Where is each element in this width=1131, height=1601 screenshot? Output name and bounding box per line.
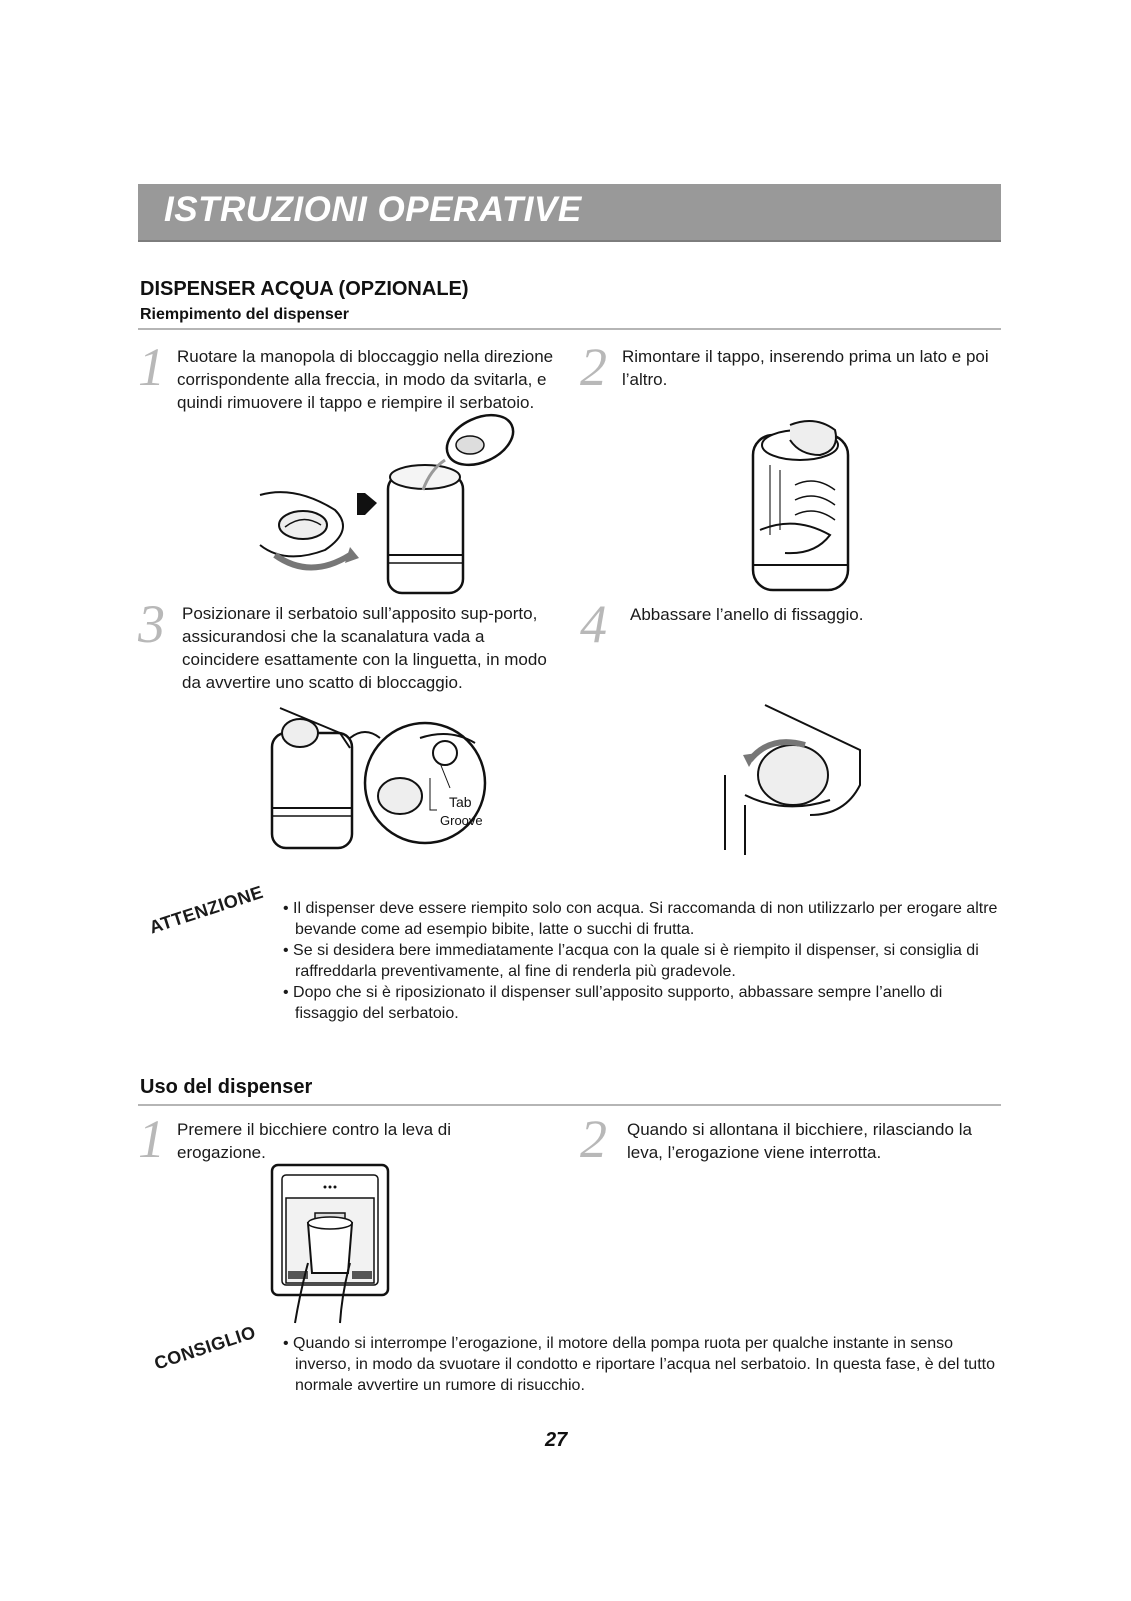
- tip-note-1: • Quando si interrompe l’erogazione, il motore della pompa ruota per qualche instante in senso inverso, in modo da svuotare il condotto e riportare l’acqua nel serbatoio. In questa fase, è del tutto normale avvertire un rumore di risucchio.: [283, 1335, 995, 1394]
- illustration-dispenser-use: [270, 1163, 395, 1328]
- attention-badge: ATTENZIONE: [146, 881, 266, 938]
- attention-note-3: • Dopo che si è riposizionato il dispenser sull’apposito supporto, abbassare sempre l’anello di fissaggio del serbatoio.: [283, 984, 943, 1022]
- attention-note-2: • Se si desidera bere immediatamente l’acqua con la quale si è riempito il dispenser, si consiglia di raffreddarla preventivamente, al fine di renderla più gradevole.: [283, 942, 979, 980]
- step-text-4: Abbassare l’anello di fissaggio.: [630, 605, 864, 624]
- uso-step-number-2: 2: [580, 1109, 607, 1169]
- header-banner: [138, 184, 1001, 242]
- tip-notes: [283, 1333, 1003, 1396]
- illustration-lower-ring: [725, 705, 865, 855]
- section-divider: [138, 328, 1001, 330]
- step-number-2: 2: [580, 337, 607, 397]
- page-title: ISTRUZIONI OPERATIVE: [164, 190, 582, 229]
- step-number-3: 3: [138, 594, 165, 654]
- section-title: DISPENSER ACQUA (OPZIONALE): [140, 278, 469, 300]
- section-divider-uso: [138, 1104, 1001, 1106]
- step-text-2: Rimontare il tappo, inserendo prima un lato e poi l’altro.: [622, 347, 989, 389]
- section-title-uso: Uso del dispenser: [140, 1076, 313, 1098]
- step-number-4: 4: [580, 594, 607, 654]
- step-text-1: Ruotare la manopola di bloccaggio nella direzione corrispondente alla freccia, in modo da svitarla, e quindi rimuovere il tappo e riempire il serbatoio.: [177, 347, 554, 412]
- attention-notes: [283, 898, 998, 1024]
- tab-label: Tab: [449, 794, 472, 810]
- step-number-1: 1: [138, 337, 165, 397]
- uso-step-number-1: 1: [138, 1109, 165, 1169]
- illustration-refit-cap: [745, 415, 865, 595]
- uso-step-text-2: Quando si allontana il bicchiere, rilasciando la leva, l’erogazione viene interrotta.: [627, 1120, 972, 1162]
- uso-step-text-1: Premere il bicchiere contro la leva di erogazione.: [177, 1120, 452, 1162]
- illustration-position-tank: [270, 708, 495, 858]
- section-subtitle: Riempimento del dispenser: [140, 306, 349, 323]
- attention-note-1: • Il dispenser deve essere riempito solo con acqua. Si raccomanda di non utilizzarlo per erogare altre bevande come ad esempio bibite, latte o succhi di frutta.: [283, 900, 998, 938]
- step-text-3: Posizionare il serbatoio sull’apposito sup-porto, assicurandosi che la scanalatura vada a coincidere esattamente con la linguetta, in modo da avvertire uno scatto di bloccaggio.: [182, 604, 547, 692]
- illustration-unscrew-cap: [255, 415, 535, 595]
- page-number: 27: [545, 1429, 568, 1451]
- tip-badge: CONSIGLIO: [151, 1321, 259, 1374]
- groove-label: Groove: [440, 813, 483, 828]
